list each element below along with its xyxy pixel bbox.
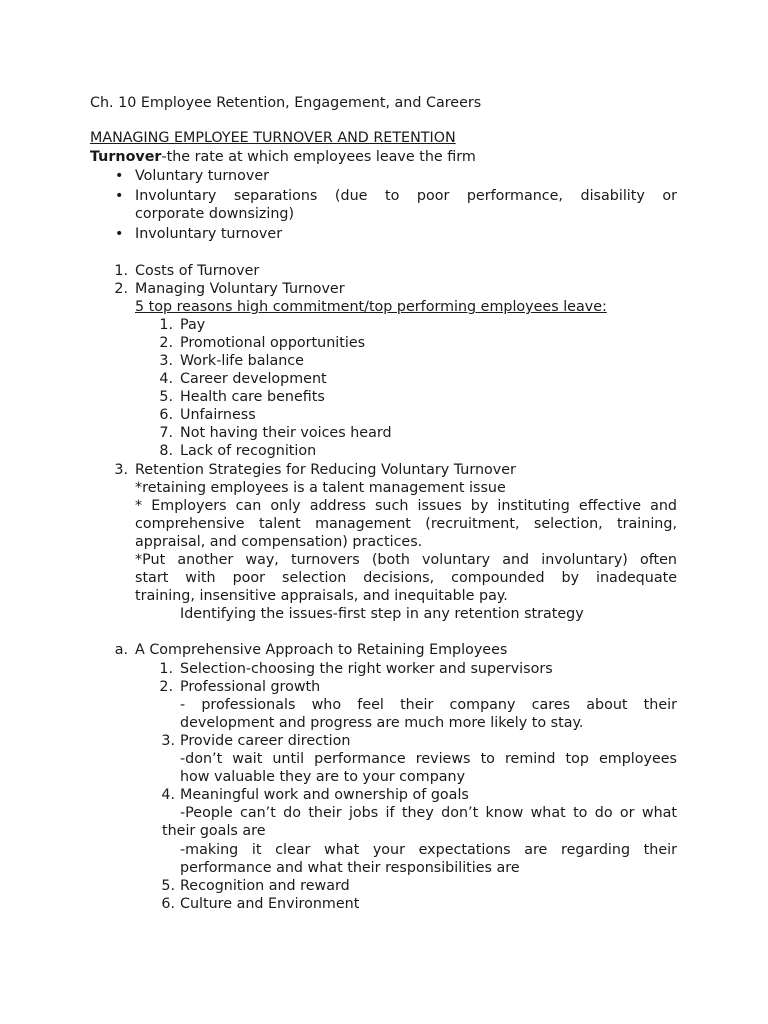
reason-item: Work-life balance: [180, 353, 304, 369]
list-number: 3.: [114, 462, 128, 478]
approach-detail: performance and what their responsibilities are: [180, 860, 520, 876]
approach-item: Recognition and reward: [180, 878, 350, 894]
list-number: 2.: [114, 281, 128, 297]
bullet-glyph: •: [115, 226, 124, 242]
reason-item: Pay: [180, 317, 206, 333]
list-item-costs: Costs of Turnover: [135, 263, 260, 279]
bullet-item: Involuntary turnover: [135, 226, 283, 242]
approach-number: 1.: [159, 661, 173, 677]
list-item-retention: Retention Strategies for Reducing Voluntary Turnover: [135, 462, 516, 478]
approach-detail: -making it clear what your expectations are regarding their: [180, 842, 677, 858]
reason-item: Career development: [180, 371, 327, 387]
retention-note: * Employers can only address such issues by instituting effective and: [135, 498, 677, 514]
reason-item: Not having their voices heard: [180, 425, 392, 441]
approach-number: 3.: [161, 733, 175, 749]
approach-item: Culture and Environment: [180, 896, 360, 912]
retention-note: *Put another way, turnovers (both voluntary and involuntary) often: [135, 552, 677, 568]
reasons-heading: 5 top reasons high commitment/top performing employees leave:: [135, 299, 607, 315]
approach-item: Provide career direction: [180, 733, 351, 749]
sub-letter: a.: [114, 642, 128, 658]
approach-detail: -don’t wait until performance reviews to remind top employees: [180, 751, 677, 767]
reason-number: 6.: [159, 407, 173, 423]
approach-detail: -People can’t do their jobs if they don’t know what to do or what: [180, 805, 677, 821]
retention-note: training, insensitive appraisals, and inequitable pay.: [135, 588, 508, 604]
approach-detail: how valuable they are to your company: [180, 769, 466, 785]
reason-item: Lack of recognition: [180, 443, 317, 459]
reason-item: Unfairness: [180, 407, 256, 423]
sub-a-title: A Comprehensive Approach to Retaining Employees: [135, 642, 508, 658]
approach-item: Selection-choosing the right worker and supervisors: [180, 661, 553, 677]
bullet-item: Voluntary turnover: [135, 168, 269, 184]
approach-number: 6.: [161, 896, 175, 912]
chapter-title: Ch. 10 Employee Retention, Engagement, and Careers: [90, 95, 482, 111]
retention-note: *retaining employees is a talent management issue: [135, 480, 506, 496]
reason-number: 7.: [159, 425, 173, 441]
reason-item: Health care benefits: [180, 389, 325, 405]
turnover-def-text: -the rate at which employees leave the firm: [161, 149, 476, 165]
bullet-glyph: •: [115, 168, 124, 184]
approach-detail: development and progress are much more likely to stay.: [180, 715, 584, 731]
approach-detail: their goals are: [162, 823, 266, 839]
approach-number: 5.: [161, 878, 175, 894]
approach-item: Meaningful work and ownership of goals: [180, 787, 469, 803]
bullet-item: Involuntary separations (due to poor performance, disability or: [135, 188, 677, 204]
section-heading: MANAGING EMPLOYEE TURNOVER AND RETENTION: [90, 130, 456, 146]
approach-number: 4.: [161, 787, 175, 803]
retention-note: start with poor selection decisions, compounded by inadequate: [135, 570, 677, 586]
reason-number: 5.: [159, 389, 173, 405]
approach-number: 2.: [159, 679, 173, 695]
reason-item: Promotional opportunities: [180, 335, 366, 351]
retention-note: appraisal, and compensation) practices.: [135, 534, 423, 550]
turnover-term: Turnover: [90, 149, 162, 165]
reason-number: 4.: [159, 371, 173, 387]
bullet-glyph: •: [115, 188, 124, 204]
reason-number: 2.: [159, 335, 173, 351]
approach-detail: - professionals who feel their company cares about their: [180, 697, 677, 713]
retention-note: comprehensive talent management (recruitment, selection, training,: [135, 516, 677, 532]
reason-number: 8.: [159, 443, 173, 459]
approach-item: Professional growth: [180, 679, 321, 695]
bullet-item-cont: corporate downsizing): [135, 206, 295, 222]
list-item-managing: Managing Voluntary Turnover: [135, 281, 345, 297]
reason-number: 1.: [159, 317, 173, 333]
retention-note: Identifying the issues-first step in any retention strategy: [180, 606, 584, 622]
turnover-definition: [90, 148, 476, 166]
reason-number: 3.: [159, 353, 173, 369]
list-number: 1.: [114, 263, 128, 279]
